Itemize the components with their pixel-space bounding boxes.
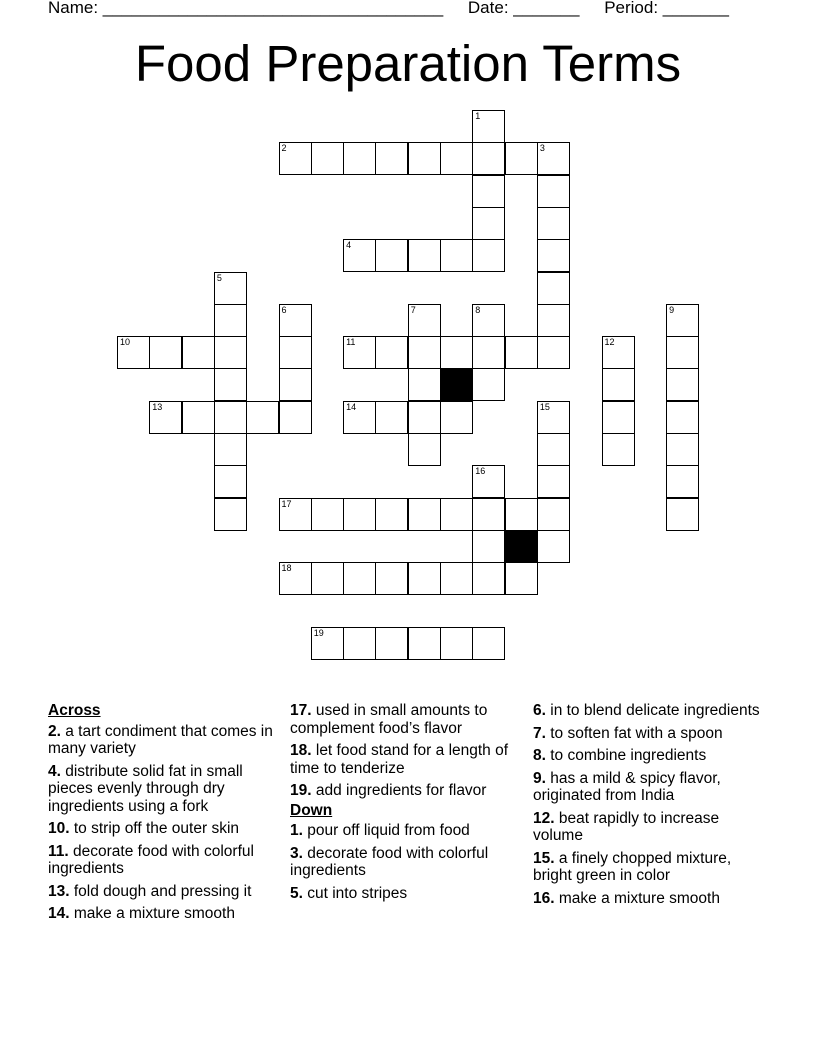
grid-cell[interactable] — [279, 498, 312, 531]
clue-item-text: beat rapidly to increase volume — [533, 809, 720, 844]
grid-cell[interactable] — [472, 498, 505, 531]
clue-number: 2 — [281, 143, 287, 154]
page-title: Food Preparation Terms — [134, 35, 682, 92]
grid-cell[interactable] — [602, 368, 635, 401]
clue-item-text: cut into stripes — [302, 884, 408, 902]
clue-item-number: 14. — [48, 905, 70, 922]
grid-cell[interactable] — [440, 562, 473, 595]
period-field[interactable]: Period: _______ — [604, 0, 729, 17]
grid-cell[interactable] — [375, 142, 408, 175]
clue-number: 10 — [120, 337, 131, 348]
grid-cell[interactable] — [472, 530, 505, 563]
grid-cell[interactable] — [602, 433, 635, 466]
grid-cell[interactable] — [440, 239, 473, 272]
grid-cell[interactable] — [537, 272, 570, 305]
grid-cell[interactable] — [311, 627, 344, 660]
clue-number: 14 — [346, 401, 357, 412]
down-heading: Down — [290, 801, 333, 819]
clue-item-text: make a mixture smooth — [554, 889, 720, 907]
grid-cell[interactable] — [408, 304, 441, 337]
grid-cell[interactable] — [343, 627, 376, 660]
grid-cell[interactable] — [472, 207, 505, 240]
clue-number: 4 — [346, 240, 352, 251]
clue-item — [290, 885, 520, 903]
clue-item-number: 12. — [533, 809, 555, 827]
grid-cell[interactable] — [602, 336, 635, 369]
grid-cell[interactable] — [214, 368, 247, 401]
grid-cell[interactable] — [343, 401, 376, 434]
grid-cell[interactable] — [666, 401, 699, 434]
grid-cell[interactable] — [375, 562, 408, 595]
grid-cell-black — [505, 530, 538, 563]
clue-item-number: 6. — [533, 702, 546, 719]
grid-cell[interactable] — [279, 562, 312, 595]
clue-number: 9 — [669, 304, 675, 315]
clue-item — [290, 845, 520, 880]
clue-item-number: 19. — [290, 782, 312, 799]
grid-cell[interactable] — [537, 175, 570, 208]
clues-column-3 — [533, 702, 768, 912]
clue-number: 5 — [216, 272, 222, 283]
grid-cell[interactable] — [311, 562, 344, 595]
clue-item — [533, 810, 768, 845]
grid-cell[interactable] — [440, 142, 473, 175]
grid-cell[interactable] — [214, 498, 247, 531]
grid-cell-black — [440, 368, 473, 401]
clue-item-number: 1. — [290, 822, 303, 839]
clues-column-2 — [290, 702, 520, 907]
clue-item-text: in to blend delicate ingredients — [545, 702, 760, 719]
grid-cell[interactable] — [537, 401, 570, 434]
clue-item-number: 4. — [48, 762, 61, 780]
grid-cell[interactable] — [472, 336, 505, 369]
grid-cell[interactable] — [666, 336, 699, 369]
clue-number: 7 — [410, 304, 416, 315]
grid-cell[interactable] — [440, 401, 473, 434]
clue-item-number: 16. — [533, 889, 555, 907]
clue-item — [533, 725, 768, 743]
clues-column-1 — [48, 702, 278, 928]
grid-cell[interactable] — [279, 142, 312, 175]
grid-cell[interactable] — [537, 304, 570, 337]
grid-cell[interactable] — [408, 142, 441, 175]
clue-number: 19 — [313, 627, 324, 638]
clue-item-number: 18. — [290, 742, 312, 759]
grid-cell[interactable] — [472, 627, 505, 660]
date-field[interactable]: Date: _______ — [467, 0, 580, 17]
clue-item — [533, 890, 768, 908]
clue-item-text: make a mixture smooth — [69, 905, 235, 922]
clue-item-number: 2. — [48, 722, 61, 740]
grid-cell[interactable] — [375, 401, 408, 434]
grid-cell[interactable] — [246, 401, 279, 434]
grid-cell[interactable] — [505, 562, 538, 595]
clue-item-number: 17. — [290, 702, 312, 719]
grid-cell[interactable] — [182, 401, 215, 434]
grid-cell[interactable] — [375, 239, 408, 272]
clue-item — [290, 822, 520, 840]
grid-cell[interactable] — [666, 433, 699, 466]
grid-cell[interactable] — [343, 336, 376, 369]
clue-item-text: pour off liquid from food — [302, 822, 470, 839]
grid-cell[interactable] — [440, 498, 473, 531]
grid-cell[interactable] — [343, 239, 376, 272]
grid-cell[interactable] — [505, 498, 538, 531]
clue-item-text: a tart condiment that comes in many variety — [48, 722, 273, 757]
grid-cell[interactable] — [279, 336, 312, 369]
clue-item-number: 3. — [290, 844, 303, 862]
grid-cell[interactable] — [408, 498, 441, 531]
grid-cell[interactable] — [440, 336, 473, 369]
grid-cell[interactable] — [343, 562, 376, 595]
grid-cell[interactable] — [666, 304, 699, 337]
clue-item-text: distribute solid fat in small pieces evenly through dry ingredients using a fork — [48, 762, 243, 815]
clue-item-number: 15. — [533, 849, 555, 867]
clue-item-number: 5. — [290, 884, 303, 902]
clue-item-text: fold dough and pressing it — [69, 882, 252, 900]
grid-cell[interactable] — [149, 336, 182, 369]
clue-item-text: to strip off the outer skin — [69, 820, 240, 837]
clue-number: 11 — [346, 337, 356, 348]
grid-cell[interactable] — [375, 336, 408, 369]
grid-cell[interactable] — [472, 368, 505, 401]
clue-item — [48, 763, 278, 816]
grid-cell[interactable] — [214, 433, 247, 466]
grid-cell[interactable] — [472, 304, 505, 337]
clue-item — [533, 850, 768, 885]
clue-number: 1 — [475, 111, 481, 121]
grid-cell[interactable] — [408, 401, 441, 434]
clue-item — [533, 770, 768, 805]
grid-cell[interactable] — [666, 465, 699, 498]
grid-cell[interactable] — [343, 142, 376, 175]
grid-cell[interactable] — [311, 498, 344, 531]
grid-cell[interactable] — [537, 465, 570, 498]
grid-cell[interactable] — [214, 272, 247, 305]
grid-cell[interactable] — [666, 498, 699, 531]
clue-number: 16 — [475, 466, 486, 477]
grid-cell[interactable] — [149, 401, 182, 434]
grid-cell[interactable] — [472, 142, 505, 175]
clue-item-number: 13. — [48, 882, 70, 900]
clue-item — [290, 782, 520, 800]
grid-cell[interactable] — [408, 433, 441, 466]
grid-cell[interactable] — [279, 368, 312, 401]
clue-item — [48, 883, 278, 901]
grid-cell[interactable] — [214, 304, 247, 337]
across-heading: Across — [48, 702, 101, 719]
grid-cell[interactable] — [408, 627, 441, 660]
grid-cell[interactable] — [408, 562, 441, 595]
clue-item-number: 7. — [533, 724, 546, 742]
grid-cell[interactable] — [408, 336, 441, 369]
grid-cell[interactable] — [214, 336, 247, 369]
clue-item — [48, 723, 278, 758]
clue-item-number: 10. — [48, 820, 70, 837]
grid-cell[interactable] — [537, 336, 570, 369]
grid-cell[interactable] — [279, 401, 312, 434]
clue-number: 8 — [475, 304, 481, 315]
grid-cell[interactable] — [505, 336, 538, 369]
clue-item-text: decorate food with colorful ingredients — [48, 842, 254, 877]
clue-item — [533, 747, 768, 765]
clue-number: 15 — [539, 401, 550, 412]
clue-item — [48, 820, 278, 838]
clue-number: 13 — [152, 401, 163, 412]
clue-item — [290, 742, 520, 777]
clue-item-text: to combine ingredients — [545, 747, 707, 764]
grid-cell[interactable] — [375, 627, 408, 660]
grid-cell[interactable] — [214, 465, 247, 498]
name-field[interactable]: Name: ____________________________________ — [48, 0, 444, 17]
grid-cell[interactable] — [537, 433, 570, 466]
grid-cell[interactable] — [408, 368, 441, 401]
clue-item-text: a finely chopped mixture, bright green in color — [533, 849, 732, 884]
clue-item-text: has a mild & spicy flavor, originated from India — [533, 769, 721, 804]
clue-item-number: 9. — [533, 769, 546, 787]
clue-item-text: add ingredients for flavor — [311, 782, 487, 799]
clue-number: 6 — [281, 304, 287, 315]
grid-cell[interactable] — [537, 498, 570, 531]
grid-cell[interactable] — [375, 498, 408, 531]
clue-item-text: to soften fat with a spoon — [545, 724, 723, 742]
grid-cell[interactable] — [117, 336, 150, 369]
grid-cell[interactable] — [408, 239, 441, 272]
clue-number: 18 — [281, 563, 292, 574]
clue-number: 12 — [604, 337, 615, 348]
grid-cell[interactable] — [343, 498, 376, 531]
grid-cell[interactable] — [472, 175, 505, 208]
grid-cell[interactable] — [214, 401, 247, 434]
grid-cell[interactable] — [472, 465, 505, 498]
grid-cell[interactable] — [537, 239, 570, 272]
clue-item — [533, 702, 768, 720]
clue-item-number: 8. — [533, 747, 546, 764]
clue-number: 3 — [539, 143, 545, 154]
grid-cell[interactable] — [537, 530, 570, 563]
grid-cell[interactable] — [440, 627, 473, 660]
grid-cell[interactable] — [537, 207, 570, 240]
clue-item-text: decorate food with colorful ingredients — [290, 844, 489, 879]
grid-cell[interactable] — [505, 142, 538, 175]
clue-number: 17 — [281, 498, 292, 509]
grid-cell[interactable] — [279, 304, 312, 337]
clue-item — [48, 843, 278, 878]
grid-cell[interactable] — [602, 401, 635, 434]
clue-item — [290, 702, 520, 737]
clue-item — [48, 905, 278, 923]
clue-item-text: used in small amounts to complement food’s flavor — [290, 702, 488, 737]
clue-item-number: 11. — [48, 842, 69, 860]
grid-cell[interactable] — [311, 142, 344, 175]
grid-cell[interactable] — [472, 562, 505, 595]
grid-cell[interactable] — [472, 110, 505, 143]
grid-cell[interactable] — [537, 142, 570, 175]
grid-cell[interactable] — [182, 336, 215, 369]
clue-item-text: let food stand for a length of time to tenderize — [290, 742, 509, 777]
grid-cell[interactable] — [472, 239, 505, 272]
grid-cell[interactable] — [666, 368, 699, 401]
